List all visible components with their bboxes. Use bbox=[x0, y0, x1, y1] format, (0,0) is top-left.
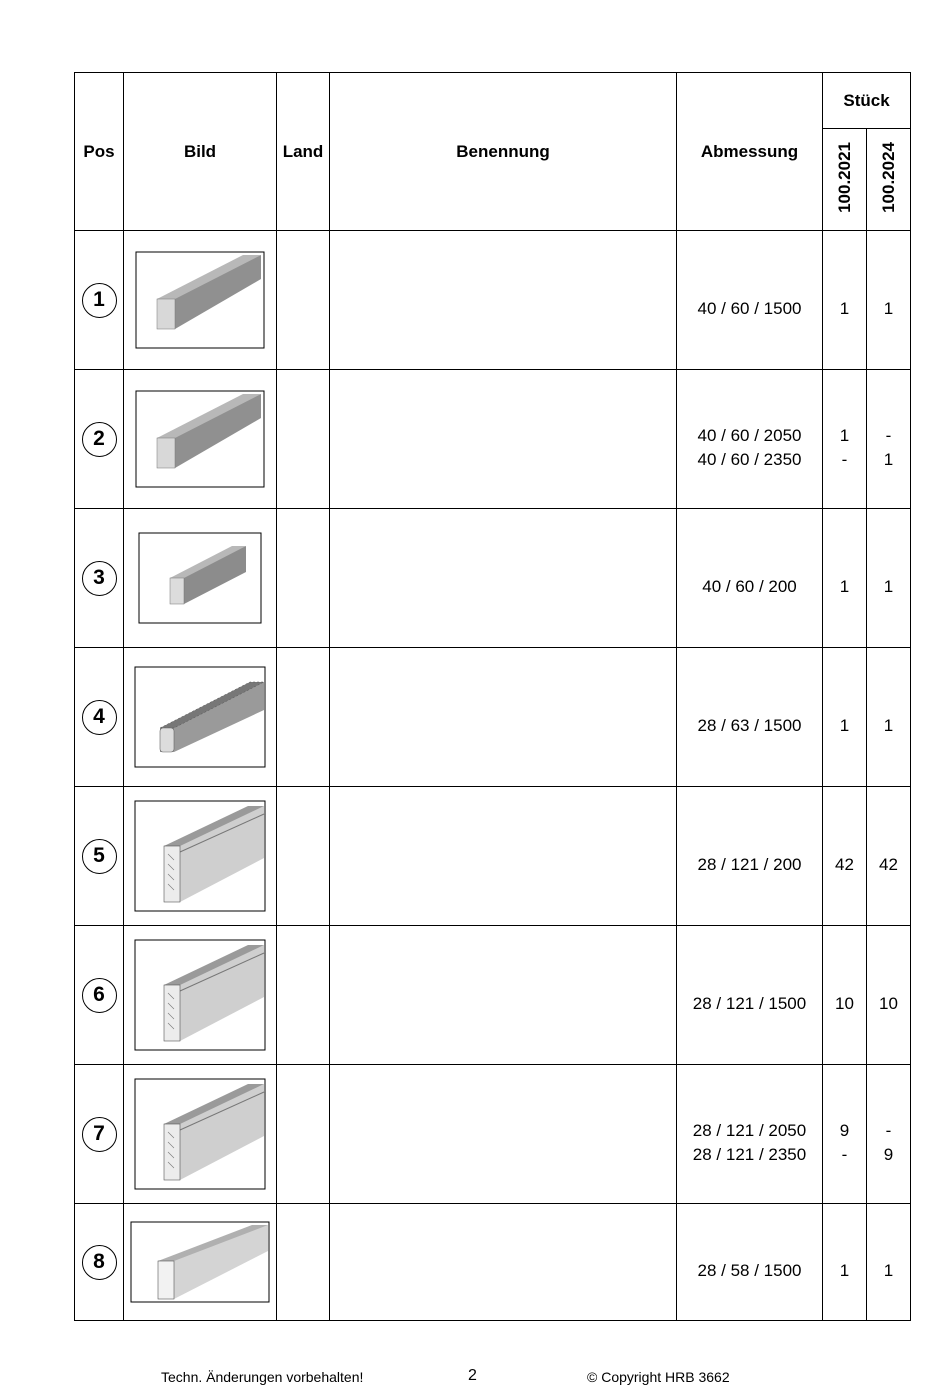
qty_a-line: 42 bbox=[835, 855, 854, 874]
table-row bbox=[75, 787, 911, 926]
grooved-beam-image bbox=[124, 1221, 276, 1303]
grooved-rail-image bbox=[124, 666, 276, 768]
header-model-a bbox=[823, 129, 867, 231]
cell-qty-b bbox=[867, 926, 911, 1065]
qty_b-line: 1 bbox=[883, 577, 894, 596]
position-number: 2 bbox=[82, 422, 117, 457]
cell-benennung bbox=[330, 1065, 677, 1204]
qty_a-line: 1 bbox=[839, 426, 850, 445]
square-beam-image bbox=[124, 390, 276, 488]
cell-qty-b bbox=[867, 1065, 911, 1204]
cell-benennung bbox=[330, 370, 677, 509]
abmessung-line: 28 / 63 / 1500 bbox=[697, 716, 802, 735]
header-bild: Bild bbox=[124, 73, 277, 231]
square-beam-image bbox=[124, 251, 276, 349]
footer-disclaimer: Techn. Änderungen vorbehalten! bbox=[161, 1369, 364, 1385]
abmessung-line: 28 / 121 / 2350 bbox=[692, 1145, 807, 1164]
header-abmessung: Abmessung bbox=[677, 73, 823, 231]
cell-qty-b bbox=[867, 648, 911, 787]
qty_b-line: 1 bbox=[883, 1261, 894, 1280]
cell-land bbox=[277, 926, 330, 1065]
qty_b-line: 1 bbox=[883, 716, 894, 735]
header-benennung: Benennung bbox=[330, 73, 677, 231]
cell-bild bbox=[124, 1204, 277, 1321]
cell-bild bbox=[124, 370, 277, 509]
cell-land bbox=[277, 370, 330, 509]
cell-abmessung bbox=[677, 648, 823, 787]
cell-qty-b bbox=[867, 509, 911, 648]
table-row bbox=[75, 1204, 911, 1321]
cell-benennung bbox=[330, 1204, 677, 1321]
position-number: 6 bbox=[82, 978, 117, 1013]
cell-bild bbox=[124, 1065, 277, 1204]
cell-benennung bbox=[330, 926, 677, 1065]
table-row bbox=[75, 509, 911, 648]
abmessung-line: 28 / 121 / 1500 bbox=[692, 994, 807, 1013]
cell-abmessung bbox=[677, 787, 823, 926]
cell-land bbox=[277, 787, 330, 926]
cell-bild bbox=[124, 509, 277, 648]
header-model-b-label: 100.2024 bbox=[878, 141, 898, 213]
qty_a-line: 9 bbox=[839, 1121, 850, 1140]
header-pos: Pos bbox=[75, 73, 124, 231]
table-row bbox=[75, 1065, 911, 1204]
cell-qty-b bbox=[867, 370, 911, 509]
cell-qty-a bbox=[823, 509, 867, 648]
header-model-a-label: 100.2021 bbox=[834, 141, 854, 213]
cell-benennung bbox=[330, 648, 677, 787]
cell-pos bbox=[75, 231, 124, 370]
cell-qty-a bbox=[823, 231, 867, 370]
qty_a-line: 1 bbox=[839, 1261, 850, 1280]
cell-benennung bbox=[330, 787, 677, 926]
cell-land bbox=[277, 1204, 330, 1321]
cell-qty-b bbox=[867, 231, 911, 370]
abmessung-line: 40 / 60 / 2350 bbox=[697, 450, 802, 469]
abmessung-line: 28 / 58 / 1500 bbox=[697, 1261, 802, 1280]
qty_a-line: 10 bbox=[835, 994, 854, 1013]
footer-copyright: © Copyright HRB 3662 bbox=[587, 1369, 730, 1385]
cell-qty-a bbox=[823, 1065, 867, 1204]
cell-pos bbox=[75, 926, 124, 1065]
abmessung-line: 28 / 121 / 2050 bbox=[692, 1121, 807, 1140]
cell-abmessung bbox=[677, 231, 823, 370]
abmessung-line: 40 / 60 / 2050 bbox=[697, 426, 802, 445]
position-number: 5 bbox=[82, 839, 117, 874]
cell-abmessung bbox=[677, 926, 823, 1065]
qty_b-line: - bbox=[885, 426, 892, 445]
cell-bild bbox=[124, 926, 277, 1065]
position-number: 7 bbox=[82, 1117, 117, 1152]
short-block-image bbox=[124, 532, 276, 624]
footer-page-number: 2 bbox=[468, 1367, 477, 1384]
table-row bbox=[75, 926, 911, 1065]
qty_a-line: 1 bbox=[839, 716, 850, 735]
qty_b-line: 10 bbox=[879, 994, 898, 1013]
cell-pos bbox=[75, 648, 124, 787]
table-row bbox=[75, 231, 911, 370]
cell-pos bbox=[75, 370, 124, 509]
position-number: 8 bbox=[82, 1245, 117, 1280]
cell-land bbox=[277, 509, 330, 648]
tongue-groove-board-image bbox=[124, 800, 276, 912]
qty_b-line: 1 bbox=[883, 299, 894, 318]
tongue-groove-board-image bbox=[124, 1078, 276, 1190]
qty_b-line: 9 bbox=[883, 1145, 894, 1164]
cell-qty-a bbox=[823, 1204, 867, 1321]
qty_b-line: 42 bbox=[879, 855, 898, 874]
abmessung-line: 28 / 121 / 200 bbox=[697, 855, 802, 874]
position-number: 3 bbox=[82, 561, 117, 596]
cell-land bbox=[277, 231, 330, 370]
cell-abmessung bbox=[677, 370, 823, 509]
cell-land bbox=[277, 1065, 330, 1204]
table-row bbox=[75, 648, 911, 787]
cell-abmessung bbox=[677, 1204, 823, 1321]
cell-abmessung bbox=[677, 509, 823, 648]
cell-pos bbox=[75, 509, 124, 648]
cell-land bbox=[277, 648, 330, 787]
abmessung-line: 40 / 60 / 200 bbox=[702, 577, 797, 596]
qty_a-line: 1 bbox=[839, 577, 850, 596]
cell-qty-a bbox=[823, 787, 867, 926]
header-stueck: Stück bbox=[823, 73, 911, 129]
cell-qty-a bbox=[823, 926, 867, 1065]
cell-benennung bbox=[330, 231, 677, 370]
cell-qty-a bbox=[823, 648, 867, 787]
cell-bild bbox=[124, 648, 277, 787]
tongue-groove-board-image bbox=[124, 939, 276, 1051]
cell-bild bbox=[124, 787, 277, 926]
qty_a-line: - bbox=[841, 1145, 848, 1164]
cell-bild bbox=[124, 231, 277, 370]
cell-pos bbox=[75, 1204, 124, 1321]
qty_b-line: 1 bbox=[883, 450, 894, 469]
header-model-b bbox=[867, 129, 911, 231]
cell-pos bbox=[75, 1065, 124, 1204]
qty_a-line: - bbox=[841, 450, 848, 469]
cell-qty-a bbox=[823, 370, 867, 509]
parts-table bbox=[74, 72, 911, 1321]
cell-pos bbox=[75, 787, 124, 926]
qty_a-line: 1 bbox=[839, 299, 850, 318]
position-number: 4 bbox=[82, 700, 117, 735]
cell-benennung bbox=[330, 509, 677, 648]
table-body bbox=[75, 231, 911, 1321]
cell-abmessung bbox=[677, 1065, 823, 1204]
qty_b-line: - bbox=[885, 1121, 892, 1140]
cell-qty-b bbox=[867, 787, 911, 926]
abmessung-line: 40 / 60 / 1500 bbox=[697, 299, 802, 318]
table-row bbox=[75, 370, 911, 509]
cell-qty-b bbox=[867, 1204, 911, 1321]
position-number: 1 bbox=[82, 283, 117, 318]
header-land: Land bbox=[277, 73, 330, 231]
